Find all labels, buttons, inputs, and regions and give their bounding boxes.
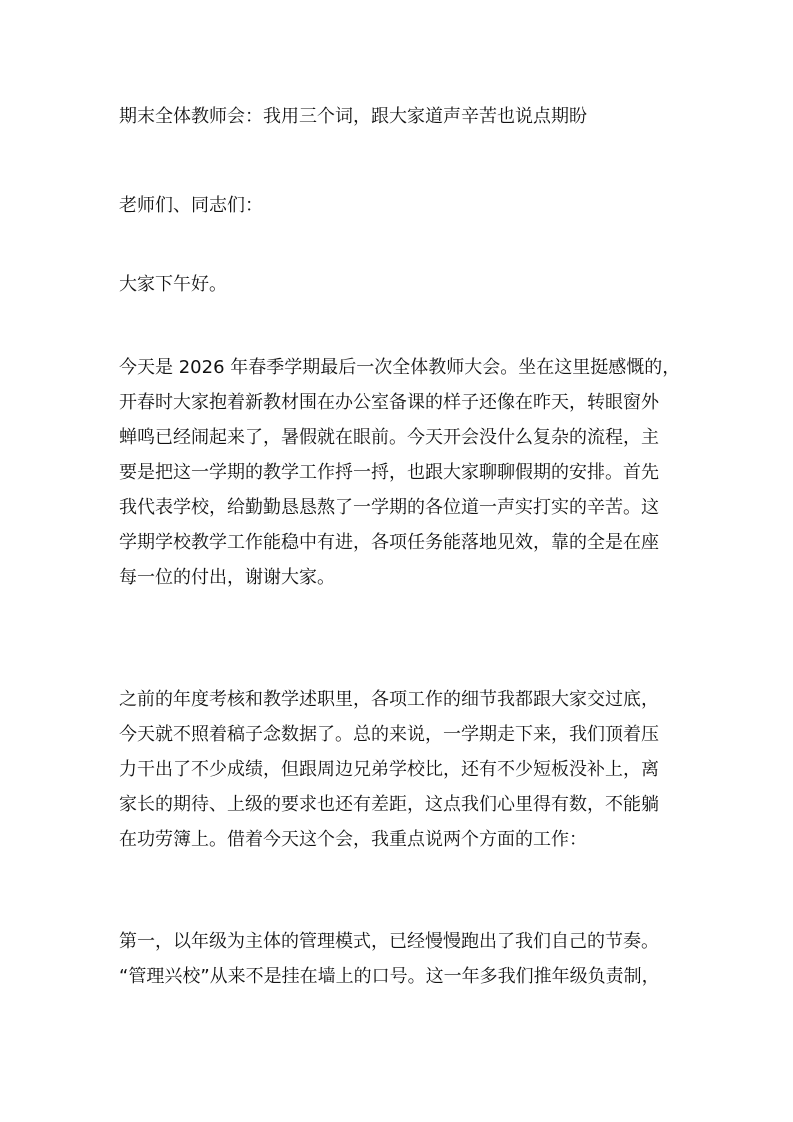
paragraph-3 <box>119 924 679 994</box>
paragraph-line: 今天是 2026 年春季学期最后一次全体教师大会。坐在这里挺感慨的， <box>119 357 681 378</box>
paragraph-line: 第一，以年级为主体的管理模式，已经慢慢跑出了我们自己的节奏。 <box>119 931 659 952</box>
paragraph-2 <box>119 682 679 857</box>
paragraph-line: 力干出了不少成绩，但跟周边兄弟学校比，还有不少短板没补上，离 <box>119 759 659 780</box>
document-title: 期末全体教师会：我用三个词，跟大家道声辛苦也说点期盼 <box>119 106 587 127</box>
paragraph-line: “管理兴校”从来不是挂在墙上的口号。这一年多我们推年级负责制， <box>119 966 660 987</box>
paragraph-line: 蝉鸣已经闹起来了，暑假就在眼前。今天开会没什么复杂的流程，主 <box>119 427 659 448</box>
salutation <box>119 188 679 223</box>
greeting-line: 大家下午好。 <box>119 274 227 295</box>
paragraph-line: 家长的期待、上级的要求也还有差距，这点我们心里得有数，不能躺 <box>119 794 659 815</box>
paragraph-line: 每一位的付出，谢谢大家。 <box>119 567 335 588</box>
greeting <box>119 267 679 302</box>
paragraph-line: 学期学校教学工作能稳中有进，各项任务能落地见效，靠的全是在座 <box>119 532 659 553</box>
paragraph-1 <box>119 350 679 595</box>
paragraph-line: 开春时大家抱着新教材围在办公室备课的样子还像在昨天，转眼窗外 <box>119 392 659 413</box>
paragraph-line: 在功劳簿上。借着今天这个会，我重点说两个方面的工作： <box>119 829 587 850</box>
paragraph-line: 要是把这一学期的教学工作捋一捋，也跟大家聊聊假期的安排。首先 <box>119 462 659 483</box>
paragraph-line: 之前的年度考核和教学述职里，各项工作的细节我都跟大家交过底， <box>119 689 659 710</box>
paragraph-line: 我代表学校，给勤勤恳恳熬了一学期的各位道一声实打实的辛苦。这 <box>119 497 659 518</box>
salutation-line: 老师们、同志们： <box>119 195 263 216</box>
paragraph-line: 今天就不照着稿子念数据了。总的来说，一学期走下来，我们顶着压 <box>119 724 659 745</box>
